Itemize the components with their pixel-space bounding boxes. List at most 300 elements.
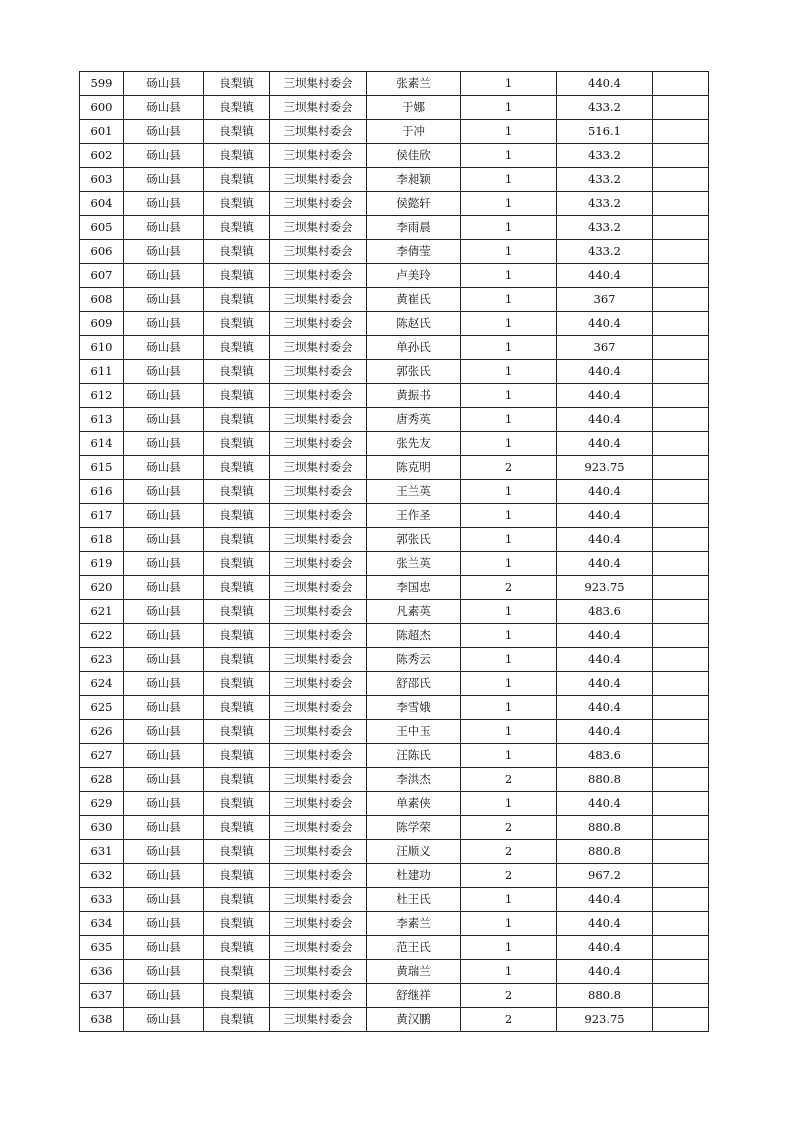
household-count-cell: 1 bbox=[461, 792, 557, 816]
town-cell: 良梨镇 bbox=[204, 192, 270, 216]
table-row bbox=[80, 264, 709, 288]
amount-cell: 880.8 bbox=[557, 768, 653, 792]
person-name-cell: 单素侠 bbox=[367, 792, 461, 816]
household-count-cell: 2 bbox=[461, 864, 557, 888]
row-number-cell: 632 bbox=[80, 864, 124, 888]
village-committee-cell: 三坝集村委会 bbox=[270, 528, 367, 552]
town-cell: 良梨镇 bbox=[204, 792, 270, 816]
town-cell: 良梨镇 bbox=[204, 168, 270, 192]
table-row bbox=[80, 432, 709, 456]
amount-cell: 516.1 bbox=[557, 120, 653, 144]
household-count-cell: 1 bbox=[461, 912, 557, 936]
row-number-cell: 625 bbox=[80, 696, 124, 720]
person-name-cell: 舒邵氏 bbox=[367, 672, 461, 696]
household-count-cell: 2 bbox=[461, 456, 557, 480]
household-count-cell: 1 bbox=[461, 192, 557, 216]
town-cell: 良梨镇 bbox=[204, 432, 270, 456]
remark-cell bbox=[653, 168, 709, 192]
town-cell: 良梨镇 bbox=[204, 864, 270, 888]
village-committee-cell: 三坝集村委会 bbox=[270, 408, 367, 432]
remark-cell bbox=[653, 480, 709, 504]
county-cell: 砀山县 bbox=[124, 552, 204, 576]
person-name-cell: 李昶颖 bbox=[367, 168, 461, 192]
person-name-cell: 张素兰 bbox=[367, 72, 461, 96]
amount-cell: 433.2 bbox=[557, 192, 653, 216]
village-committee-cell: 三坝集村委会 bbox=[270, 768, 367, 792]
person-name-cell: 陈秀云 bbox=[367, 648, 461, 672]
row-number-cell: 638 bbox=[80, 1008, 124, 1032]
row-number-cell: 620 bbox=[80, 576, 124, 600]
county-cell: 砀山县 bbox=[124, 648, 204, 672]
amount-cell: 440.4 bbox=[557, 480, 653, 504]
county-cell: 砀山县 bbox=[124, 360, 204, 384]
remark-cell bbox=[653, 840, 709, 864]
amount-cell: 367 bbox=[557, 336, 653, 360]
row-number-cell: 622 bbox=[80, 624, 124, 648]
village-committee-cell: 三坝集村委会 bbox=[270, 480, 367, 504]
row-number-cell: 630 bbox=[80, 816, 124, 840]
household-count-cell: 2 bbox=[461, 576, 557, 600]
county-cell: 砀山县 bbox=[124, 264, 204, 288]
table-row bbox=[80, 720, 709, 744]
table-row bbox=[80, 648, 709, 672]
remark-cell bbox=[653, 72, 709, 96]
county-cell: 砀山县 bbox=[124, 720, 204, 744]
table-row bbox=[80, 624, 709, 648]
village-committee-cell: 三坝集村委会 bbox=[270, 648, 367, 672]
remark-cell bbox=[653, 744, 709, 768]
county-cell: 砀山县 bbox=[124, 624, 204, 648]
village-committee-cell: 三坝集村委会 bbox=[270, 888, 367, 912]
village-committee-cell: 三坝集村委会 bbox=[270, 960, 367, 984]
household-count-cell: 2 bbox=[461, 768, 557, 792]
row-number-cell: 637 bbox=[80, 984, 124, 1008]
county-cell: 砀山县 bbox=[124, 240, 204, 264]
table-row bbox=[80, 480, 709, 504]
county-cell: 砀山县 bbox=[124, 408, 204, 432]
amount-cell: 440.4 bbox=[557, 696, 653, 720]
roster-table-body bbox=[80, 72, 709, 1032]
county-cell: 砀山县 bbox=[124, 960, 204, 984]
remark-cell bbox=[653, 216, 709, 240]
household-count-cell: 1 bbox=[461, 312, 557, 336]
village-committee-cell: 三坝集村委会 bbox=[270, 912, 367, 936]
amount-cell: 433.2 bbox=[557, 240, 653, 264]
amount-cell: 880.8 bbox=[557, 816, 653, 840]
household-count-cell: 1 bbox=[461, 72, 557, 96]
amount-cell: 440.4 bbox=[557, 624, 653, 648]
row-number-cell: 611 bbox=[80, 360, 124, 384]
remark-cell bbox=[653, 192, 709, 216]
amount-cell: 483.6 bbox=[557, 600, 653, 624]
village-committee-cell: 三坝集村委会 bbox=[270, 984, 367, 1008]
amount-cell: 433.2 bbox=[557, 144, 653, 168]
table-row bbox=[80, 840, 709, 864]
row-number-cell: 610 bbox=[80, 336, 124, 360]
remark-cell bbox=[653, 504, 709, 528]
table-row bbox=[80, 192, 709, 216]
row-number-cell: 603 bbox=[80, 168, 124, 192]
town-cell: 良梨镇 bbox=[204, 744, 270, 768]
row-number-cell: 623 bbox=[80, 648, 124, 672]
table-row bbox=[80, 240, 709, 264]
county-cell: 砀山县 bbox=[124, 936, 204, 960]
person-name-cell: 于娜 bbox=[367, 96, 461, 120]
county-cell: 砀山县 bbox=[124, 1008, 204, 1032]
household-count-cell: 1 bbox=[461, 432, 557, 456]
remark-cell bbox=[653, 600, 709, 624]
table-row bbox=[80, 552, 709, 576]
town-cell: 良梨镇 bbox=[204, 936, 270, 960]
amount-cell: 440.4 bbox=[557, 960, 653, 984]
town-cell: 良梨镇 bbox=[204, 504, 270, 528]
household-count-cell: 1 bbox=[461, 888, 557, 912]
town-cell: 良梨镇 bbox=[204, 288, 270, 312]
town-cell: 良梨镇 bbox=[204, 336, 270, 360]
table-row bbox=[80, 936, 709, 960]
row-number-cell: 617 bbox=[80, 504, 124, 528]
county-cell: 砀山县 bbox=[124, 816, 204, 840]
county-cell: 砀山县 bbox=[124, 456, 204, 480]
amount-cell: 440.4 bbox=[557, 264, 653, 288]
town-cell: 良梨镇 bbox=[204, 240, 270, 264]
town-cell: 良梨镇 bbox=[204, 552, 270, 576]
amount-cell: 440.4 bbox=[557, 792, 653, 816]
person-name-cell: 郭张氏 bbox=[367, 528, 461, 552]
table-row bbox=[80, 528, 709, 552]
table-row bbox=[80, 888, 709, 912]
row-number-cell: 613 bbox=[80, 408, 124, 432]
town-cell: 良梨镇 bbox=[204, 72, 270, 96]
amount-cell: 483.6 bbox=[557, 744, 653, 768]
household-count-cell: 1 bbox=[461, 240, 557, 264]
amount-cell: 923.75 bbox=[557, 576, 653, 600]
row-number-cell: 626 bbox=[80, 720, 124, 744]
row-number-cell: 624 bbox=[80, 672, 124, 696]
county-cell: 砀山县 bbox=[124, 864, 204, 888]
remark-cell bbox=[653, 816, 709, 840]
table-row bbox=[80, 288, 709, 312]
household-count-cell: 2 bbox=[461, 816, 557, 840]
row-number-cell: 616 bbox=[80, 480, 124, 504]
table-row bbox=[80, 408, 709, 432]
household-count-cell: 1 bbox=[461, 168, 557, 192]
amount-cell: 440.4 bbox=[557, 384, 653, 408]
remark-cell bbox=[653, 720, 709, 744]
amount-cell: 923.75 bbox=[557, 456, 653, 480]
table-row bbox=[80, 960, 709, 984]
person-name-cell: 凡素英 bbox=[367, 600, 461, 624]
person-name-cell: 李倩莹 bbox=[367, 240, 461, 264]
county-cell: 砀山县 bbox=[124, 168, 204, 192]
table-row bbox=[80, 504, 709, 528]
village-committee-cell: 三坝集村委会 bbox=[270, 120, 367, 144]
person-name-cell: 侯佳欣 bbox=[367, 144, 461, 168]
table-row bbox=[80, 792, 709, 816]
town-cell: 良梨镇 bbox=[204, 384, 270, 408]
county-cell: 砀山县 bbox=[124, 144, 204, 168]
amount-cell: 433.2 bbox=[557, 168, 653, 192]
table-row bbox=[80, 312, 709, 336]
household-count-cell: 1 bbox=[461, 384, 557, 408]
remark-cell bbox=[653, 408, 709, 432]
table-row bbox=[80, 768, 709, 792]
household-count-cell: 1 bbox=[461, 96, 557, 120]
village-committee-cell: 三坝集村委会 bbox=[270, 216, 367, 240]
person-name-cell: 黄崔氏 bbox=[367, 288, 461, 312]
table-row bbox=[80, 360, 709, 384]
person-name-cell: 陈学荣 bbox=[367, 816, 461, 840]
row-number-cell: 636 bbox=[80, 960, 124, 984]
table-row bbox=[80, 120, 709, 144]
row-number-cell: 608 bbox=[80, 288, 124, 312]
village-committee-cell: 三坝集村委会 bbox=[270, 720, 367, 744]
county-cell: 砀山县 bbox=[124, 888, 204, 912]
remark-cell bbox=[653, 456, 709, 480]
amount-cell: 440.4 bbox=[557, 672, 653, 696]
county-cell: 砀山县 bbox=[124, 432, 204, 456]
remark-cell bbox=[653, 96, 709, 120]
amount-cell: 440.4 bbox=[557, 432, 653, 456]
table-row bbox=[80, 576, 709, 600]
village-committee-cell: 三坝集村委会 bbox=[270, 816, 367, 840]
table-row bbox=[80, 744, 709, 768]
household-count-cell: 1 bbox=[461, 936, 557, 960]
household-count-cell: 1 bbox=[461, 336, 557, 360]
row-number-cell: 604 bbox=[80, 192, 124, 216]
person-name-cell: 单孙氏 bbox=[367, 336, 461, 360]
household-count-cell: 2 bbox=[461, 1008, 557, 1032]
person-name-cell: 黄瑞兰 bbox=[367, 960, 461, 984]
town-cell: 良梨镇 bbox=[204, 480, 270, 504]
village-committee-cell: 三坝集村委会 bbox=[270, 192, 367, 216]
person-name-cell: 李雨晨 bbox=[367, 216, 461, 240]
town-cell: 良梨镇 bbox=[204, 264, 270, 288]
county-cell: 砀山县 bbox=[124, 312, 204, 336]
person-name-cell: 黄振书 bbox=[367, 384, 461, 408]
person-name-cell: 陈超杰 bbox=[367, 624, 461, 648]
county-cell: 砀山县 bbox=[124, 504, 204, 528]
amount-cell: 440.4 bbox=[557, 888, 653, 912]
household-count-cell: 1 bbox=[461, 552, 557, 576]
person-name-cell: 陈赵氏 bbox=[367, 312, 461, 336]
row-number-cell: 602 bbox=[80, 144, 124, 168]
person-name-cell: 李雪娥 bbox=[367, 696, 461, 720]
amount-cell: 440.4 bbox=[557, 528, 653, 552]
village-committee-cell: 三坝集村委会 bbox=[270, 384, 367, 408]
amount-cell: 440.4 bbox=[557, 72, 653, 96]
household-count-cell: 1 bbox=[461, 528, 557, 552]
person-name-cell: 张先友 bbox=[367, 432, 461, 456]
remark-cell bbox=[653, 240, 709, 264]
remark-cell bbox=[653, 936, 709, 960]
person-name-cell: 李素兰 bbox=[367, 912, 461, 936]
person-name-cell: 杜建功 bbox=[367, 864, 461, 888]
person-name-cell: 汪陈氏 bbox=[367, 744, 461, 768]
remark-cell bbox=[653, 264, 709, 288]
remark-cell bbox=[653, 648, 709, 672]
roster-table bbox=[79, 71, 709, 1032]
row-number-cell: 629 bbox=[80, 792, 124, 816]
household-count-cell: 2 bbox=[461, 984, 557, 1008]
amount-cell: 440.4 bbox=[557, 360, 653, 384]
table-row bbox=[80, 672, 709, 696]
person-name-cell: 卢美玲 bbox=[367, 264, 461, 288]
table-row bbox=[80, 168, 709, 192]
amount-cell: 880.8 bbox=[557, 984, 653, 1008]
remark-cell bbox=[653, 360, 709, 384]
person-name-cell: 王中玉 bbox=[367, 720, 461, 744]
town-cell: 良梨镇 bbox=[204, 600, 270, 624]
row-number-cell: 614 bbox=[80, 432, 124, 456]
household-count-cell: 1 bbox=[461, 960, 557, 984]
remark-cell bbox=[653, 336, 709, 360]
town-cell: 良梨镇 bbox=[204, 720, 270, 744]
row-number-cell: 605 bbox=[80, 216, 124, 240]
row-number-cell: 612 bbox=[80, 384, 124, 408]
town-cell: 良梨镇 bbox=[204, 456, 270, 480]
village-committee-cell: 三坝集村委会 bbox=[270, 624, 367, 648]
remark-cell bbox=[653, 984, 709, 1008]
household-count-cell: 1 bbox=[461, 144, 557, 168]
remark-cell bbox=[653, 888, 709, 912]
town-cell: 良梨镇 bbox=[204, 912, 270, 936]
remark-cell bbox=[653, 432, 709, 456]
village-committee-cell: 三坝集村委会 bbox=[270, 840, 367, 864]
village-committee-cell: 三坝集村委会 bbox=[270, 504, 367, 528]
household-count-cell: 1 bbox=[461, 360, 557, 384]
amount-cell: 440.4 bbox=[557, 912, 653, 936]
remark-cell bbox=[653, 384, 709, 408]
person-name-cell: 陈克明 bbox=[367, 456, 461, 480]
village-committee-cell: 三坝集村委会 bbox=[270, 96, 367, 120]
person-name-cell: 杜王氏 bbox=[367, 888, 461, 912]
table-row bbox=[80, 984, 709, 1008]
town-cell: 良梨镇 bbox=[204, 696, 270, 720]
household-count-cell: 1 bbox=[461, 624, 557, 648]
village-committee-cell: 三坝集村委会 bbox=[270, 264, 367, 288]
household-count-cell: 1 bbox=[461, 672, 557, 696]
person-name-cell: 范王氏 bbox=[367, 936, 461, 960]
remark-cell bbox=[653, 672, 709, 696]
table-row bbox=[80, 96, 709, 120]
person-name-cell: 王兰英 bbox=[367, 480, 461, 504]
person-name-cell: 舒继祥 bbox=[367, 984, 461, 1008]
row-number-cell: 628 bbox=[80, 768, 124, 792]
row-number-cell: 631 bbox=[80, 840, 124, 864]
person-name-cell: 唐秀英 bbox=[367, 408, 461, 432]
household-count-cell: 1 bbox=[461, 120, 557, 144]
county-cell: 砀山县 bbox=[124, 768, 204, 792]
town-cell: 良梨镇 bbox=[204, 840, 270, 864]
row-number-cell: 633 bbox=[80, 888, 124, 912]
town-cell: 良梨镇 bbox=[204, 528, 270, 552]
person-name-cell: 汪顺义 bbox=[367, 840, 461, 864]
town-cell: 良梨镇 bbox=[204, 360, 270, 384]
remark-cell bbox=[653, 768, 709, 792]
household-count-cell: 2 bbox=[461, 840, 557, 864]
town-cell: 良梨镇 bbox=[204, 576, 270, 600]
table-row bbox=[80, 912, 709, 936]
row-number-cell: 618 bbox=[80, 528, 124, 552]
village-committee-cell: 三坝集村委会 bbox=[270, 936, 367, 960]
amount-cell: 440.4 bbox=[557, 936, 653, 960]
amount-cell: 440.4 bbox=[557, 408, 653, 432]
village-committee-cell: 三坝集村委会 bbox=[270, 1008, 367, 1032]
village-committee-cell: 三坝集村委会 bbox=[270, 864, 367, 888]
village-committee-cell: 三坝集村委会 bbox=[270, 72, 367, 96]
remark-cell bbox=[653, 864, 709, 888]
town-cell: 良梨镇 bbox=[204, 312, 270, 336]
remark-cell bbox=[653, 960, 709, 984]
row-number-cell: 609 bbox=[80, 312, 124, 336]
table-row bbox=[80, 384, 709, 408]
village-committee-cell: 三坝集村委会 bbox=[270, 600, 367, 624]
row-number-cell: 600 bbox=[80, 96, 124, 120]
county-cell: 砀山县 bbox=[124, 576, 204, 600]
village-committee-cell: 三坝集村委会 bbox=[270, 240, 367, 264]
remark-cell bbox=[653, 312, 709, 336]
town-cell: 良梨镇 bbox=[204, 984, 270, 1008]
town-cell: 良梨镇 bbox=[204, 144, 270, 168]
town-cell: 良梨镇 bbox=[204, 960, 270, 984]
household-count-cell: 1 bbox=[461, 216, 557, 240]
household-count-cell: 1 bbox=[461, 696, 557, 720]
town-cell: 良梨镇 bbox=[204, 624, 270, 648]
county-cell: 砀山县 bbox=[124, 384, 204, 408]
remark-cell bbox=[653, 696, 709, 720]
amount-cell: 440.4 bbox=[557, 504, 653, 528]
town-cell: 良梨镇 bbox=[204, 768, 270, 792]
household-count-cell: 1 bbox=[461, 408, 557, 432]
household-count-cell: 1 bbox=[461, 648, 557, 672]
amount-cell: 440.4 bbox=[557, 648, 653, 672]
row-number-cell: 601 bbox=[80, 120, 124, 144]
row-number-cell: 615 bbox=[80, 456, 124, 480]
town-cell: 良梨镇 bbox=[204, 408, 270, 432]
county-cell: 砀山县 bbox=[124, 600, 204, 624]
amount-cell: 923.75 bbox=[557, 1008, 653, 1032]
household-count-cell: 1 bbox=[461, 480, 557, 504]
remark-cell bbox=[653, 288, 709, 312]
household-count-cell: 1 bbox=[461, 504, 557, 528]
amount-cell: 440.4 bbox=[557, 720, 653, 744]
town-cell: 良梨镇 bbox=[204, 96, 270, 120]
table-row bbox=[80, 600, 709, 624]
village-committee-cell: 三坝集村委会 bbox=[270, 432, 367, 456]
person-name-cell: 侯懿轩 bbox=[367, 192, 461, 216]
county-cell: 砀山县 bbox=[124, 792, 204, 816]
remark-cell bbox=[653, 120, 709, 144]
remark-cell bbox=[653, 912, 709, 936]
person-name-cell: 于冲 bbox=[367, 120, 461, 144]
county-cell: 砀山县 bbox=[124, 840, 204, 864]
county-cell: 砀山县 bbox=[124, 744, 204, 768]
row-number-cell: 606 bbox=[80, 240, 124, 264]
remark-cell bbox=[653, 624, 709, 648]
town-cell: 良梨镇 bbox=[204, 216, 270, 240]
amount-cell: 880.8 bbox=[557, 840, 653, 864]
county-cell: 砀山县 bbox=[124, 480, 204, 504]
county-cell: 砀山县 bbox=[124, 120, 204, 144]
county-cell: 砀山县 bbox=[124, 216, 204, 240]
amount-cell: 967.2 bbox=[557, 864, 653, 888]
village-committee-cell: 三坝集村委会 bbox=[270, 672, 367, 696]
remark-cell bbox=[653, 552, 709, 576]
county-cell: 砀山县 bbox=[124, 336, 204, 360]
village-committee-cell: 三坝集村委会 bbox=[270, 552, 367, 576]
table-row bbox=[80, 696, 709, 720]
